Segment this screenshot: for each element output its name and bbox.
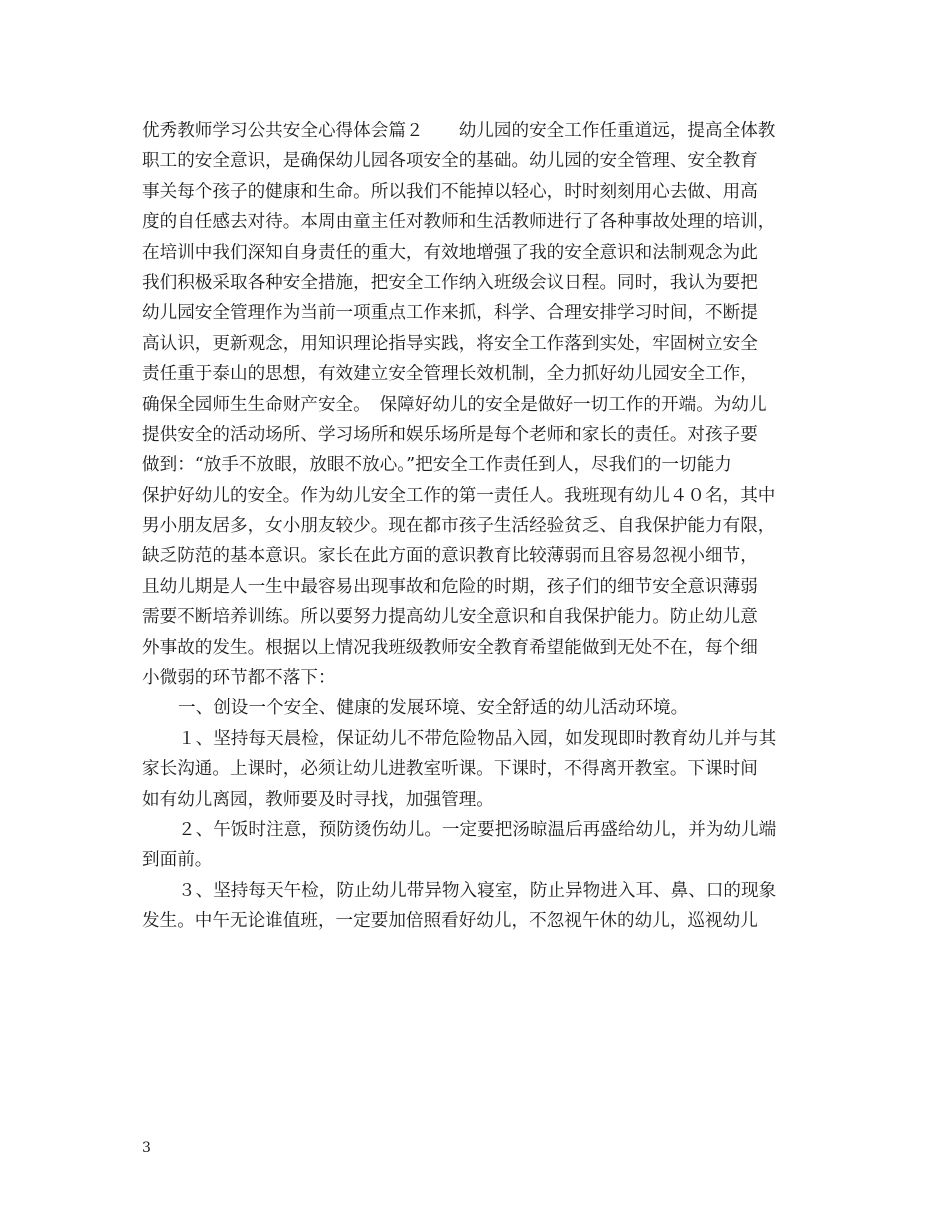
- text-line: 幼儿园安全管理作为当前一项重点工作来抓，科学、合理安排学习时间，不断提: [142, 303, 758, 324]
- text-line: 保护好幼儿的安全。作为幼儿安全工作的第一责任人。我班现有幼儿４０名，其中: [142, 485, 776, 506]
- text-line: 职工的安全意识，是确保幼儿园各项安全的基础。幼儿园的安全管理、安全教育: [142, 151, 758, 172]
- text-line: 责任重于泰山的思想，有效建立安全管理长效机制，全力抓好幼儿园安全工作，: [142, 364, 758, 385]
- text-line: 男小朋友居多，女小朋友较少。现在都市孩子生活经验贫乏、自我保护能力有限，: [142, 516, 776, 537]
- text-line: 做到：“放手不放眼，放眼不放心。”把安全工作责任到人，尽我们的一切能力: [142, 455, 732, 476]
- text-line: 外事故的发生。根据以上情况我班级教师安全教育希望能做到无处不在，每个细: [142, 637, 758, 658]
- section-heading: 一、创设一个安全、健康的发展环境、安全舒适的幼儿活动环境。: [178, 698, 689, 719]
- text-line: 且幼儿期是人一生中最容易出现事故和危险的时期，孩子们的细节安全意识薄弱: [142, 576, 758, 597]
- text-line: 确保全园师生生命财产安全。 保障好幼儿的安全是做好一切工作的开端。为幼儿: [142, 394, 767, 415]
- body-text: [142, 116, 814, 937]
- text-line: 事关每个孩子的健康和生命。所以我们不能掉以轻心，时时刻刻用心去做、用高: [142, 181, 758, 202]
- text-line: 发生。中午无论谁值班，一定要加倍照看好幼儿，不忽视午休的幼儿，巡视幼儿: [142, 911, 758, 932]
- list-item-3: ３、坚持每天午检，防止幼儿带异物入寝室，防止异物进入耳、鼻、口的现象: [178, 880, 777, 901]
- text-line: 优秀教师学习公共安全心得体会篇２ 幼儿园的安全工作任重道远，提高全体教: [142, 121, 776, 141]
- text-line: 高认识，更新观念，用知识理论指导实践，将安全工作落到实处，牢固树立安全: [142, 333, 758, 354]
- list-item-1: １、坚持每天晨检，保证幼儿不带危险物品入园，如发现即时教育幼儿并与其: [178, 728, 777, 749]
- text-line: 我们积极采取各种安全措施，把安全工作纳入班级会议日程。同时，我认为要把: [142, 272, 758, 293]
- text-line: 度的自任感去对待。本周由童主任对教师和生活教师进行了各种事故处理的培训，: [142, 212, 776, 233]
- text-line: 家长沟通。上课时，必须让幼儿进教室听课。下课时，不得离开教室。下课时间: [142, 759, 758, 780]
- text-line: 需要不断培养训练。所以要努力提高幼儿安全意识和自我保护能力。防止幼儿意: [142, 607, 758, 628]
- text-line: 缺乏防范的基本意识。家长在此方面的意识教育比较薄弱而且容易忽视小细节，: [142, 546, 758, 567]
- text-line: 小微弱的环节都不落下：: [142, 668, 336, 689]
- text-line: 在培训中我们深知自身责任的重大，有效地增强了我的安全意识和法制观念为此: [142, 242, 758, 263]
- text-line: 提供安全的活动场所、学习场所和娱乐场所是每个老师和家长的责任。对孩子要: [142, 424, 758, 445]
- text-line: 如有幼儿离园，教师要及时寻找，加强管理。: [142, 789, 494, 810]
- text-line: 到面前。: [142, 850, 213, 871]
- page-number: 3: [142, 1140, 151, 1156]
- list-item-2: ２、午饭时注意，预防烫伤幼儿。一定要把汤晾温后再盛给幼儿，并为幼儿端: [178, 819, 777, 840]
